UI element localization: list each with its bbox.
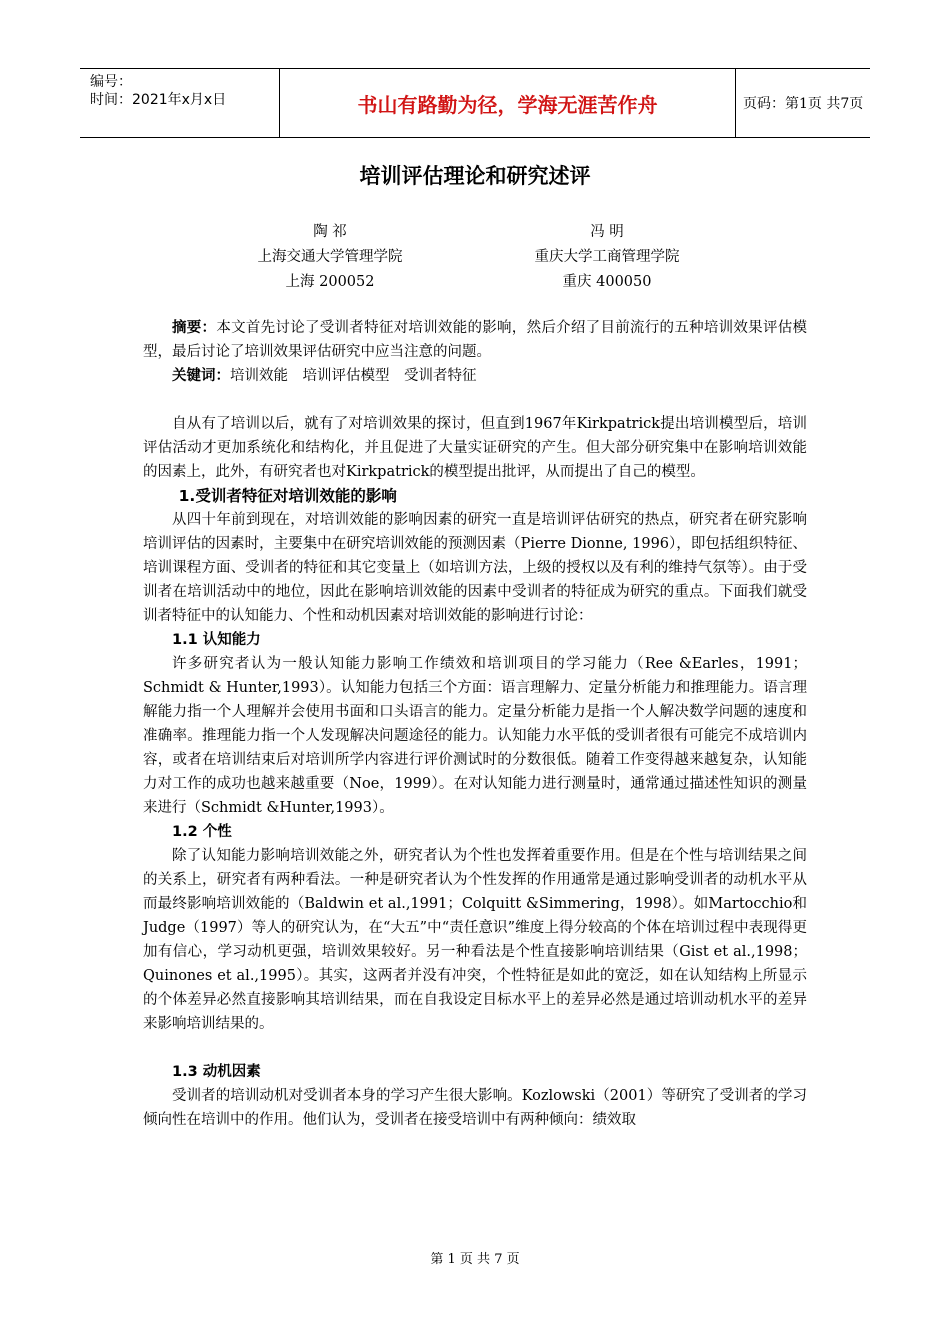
header-page-info: 页码：第1页 共7页: [743, 96, 864, 112]
page-footer: 第 1 页 共 7 页: [430, 1252, 520, 1267]
header-meta-cell: [80, 69, 280, 137]
document-number-label: 编号：: [90, 74, 132, 90]
keywords-text: 培训效能 培训评估模型 受训者特征: [230, 368, 477, 384]
author-block-2: [477, 220, 737, 295]
page-title: 培训评估理论和研究述评: [359, 164, 591, 188]
author-address: 上海 200052: [285, 274, 375, 290]
author-block-1: [200, 220, 460, 295]
keywords-label: 关键词：: [172, 368, 230, 384]
abstract-label: 摘要：: [172, 320, 217, 336]
document-header: [80, 68, 870, 138]
intro-paragraph: 自从有了培训以后，就有了对培训效果的探讨，但直到1967年Kirkpatrick提出培训模型后，培训评估活动才更加系统化和结构化，并且促进了大量实证研究的产生。但大部分研究集中在影响培训效能的因素上，此外，有研究者也对Kirkpatrick的模型提出批评，从而提出了自己的模型。: [143, 416, 807, 480]
section-1-3-paragraph: 受训者的培训动机对受训者本身的学习产生很大影响。Kozlowski（2001）等研究了受训者的学习倾向性在培训中的作用。他们认为，受训者在接受培训中有两种倾向：绩效取: [143, 1088, 807, 1128]
abstract: [143, 316, 807, 364]
author-name: 冯 明: [590, 224, 624, 240]
section-1-2-heading: 1.2 个性: [172, 824, 232, 840]
section-1-1-heading: 1.1 认知能力: [172, 632, 261, 648]
header-motto: 书山有路勤为径，学海无涯苦作舟: [357, 92, 658, 117]
abstract-text: 本文首先讨论了受训者特征对培训效能的影响，然后介绍了目前流行的五种培训效果评估模型，最后讨论了培训效果评估研究中应当注意的问题。: [143, 320, 808, 360]
section-1-paragraph: 从四十年前到现在，对培训效能的影响因素的研究一直是培训评估研究的热点，研究者在研究影响培训评估的因素时，主要集中在研究培训效能的预测因素（Pierre Dionne, 1996），即包括组织特征、培训课程方面、受训者的特征和其它变量上（如培训方法，上级的授权以及有利的维持气氛等）。由于受训者在培训活动中的地位，因此在影响培训效能的因素中受训者的特征成为研究的重点。下面我们就受训者特征中的认知能力、个性和动机因素对培训效能的影响进行讨论：: [143, 512, 807, 624]
author-affiliation: 重庆大学工商管理学院: [534, 249, 680, 265]
author-address: 重庆 400050: [562, 274, 652, 290]
section-1-heading: 1.受训者特征对培训效能的影响: [178, 487, 397, 505]
author-affiliation: 上海交通大学管理学院: [257, 249, 403, 265]
author-name: 陶 祁: [313, 224, 347, 240]
section-1-1-paragraph: 许多研究者认为一般认知能力影响工作绩效和培训项目的学习能力（Ree &Earles，1991；Schmidt & Hunter,1993）。认知能力包括三个方面：语言理解力、定量分析能力和推理能力。语言理解能力指一个人理解并会使用书面和口头语言的能力。定量分析能力是指一个人解决数学问题的速度和准确率。推理能力指一个人发现解决问题途径的能力。认知能力水平低的受训者很有可能完不成培训内容，或者在培训结束后对培训所学内容进行评价测试时的分数很低。随着工作变得越来越复杂，认知能力对工作的成功也越来越重要（Noe，1999）。在对认知能力进行测量时，通常通过描述性知识的测量来进行（Schmidt &Hunter,1993）。: [143, 656, 807, 816]
keywords: [143, 364, 807, 388]
header-motto-cell: [280, 69, 736, 137]
section-1-2-paragraph: 除了认知能力影响培训效能之外，研究者认为个性也发挥着重要作用。但是在个性与培训结果之间的关系上，研究者有两种看法。一种是研究者认为个性发挥的作用通常是通过影响受训者的动机水平从而最终影响培训效能的（Baldwin et al.,1991；Colquitt &Simmering，1998）。如Martocchio和Judge（1997）等人的研究认为，在“大五”中“责任意识”维度上得分较高的个体在培训过程中表现得更加有信心，学习动机更强，培训效果较好。另一种看法是个性直接影响培训结果（Gist et al.,1998；Quinones et al.,1995）。其实，这两者并没有冲突，个性特征是如此的宽泛，如在认知结构上所显示的个体差异必然直接影响其培训结果，而在自我设定目标水平上的差异必然是通过培训动机水平的差异来影响培训结果的。: [143, 848, 807, 1032]
document-time-label: 时间：2021年x月x日: [90, 92, 227, 108]
section-1-3-heading: 1.3 动机因素: [172, 1064, 261, 1080]
article-body: [143, 316, 807, 1132]
